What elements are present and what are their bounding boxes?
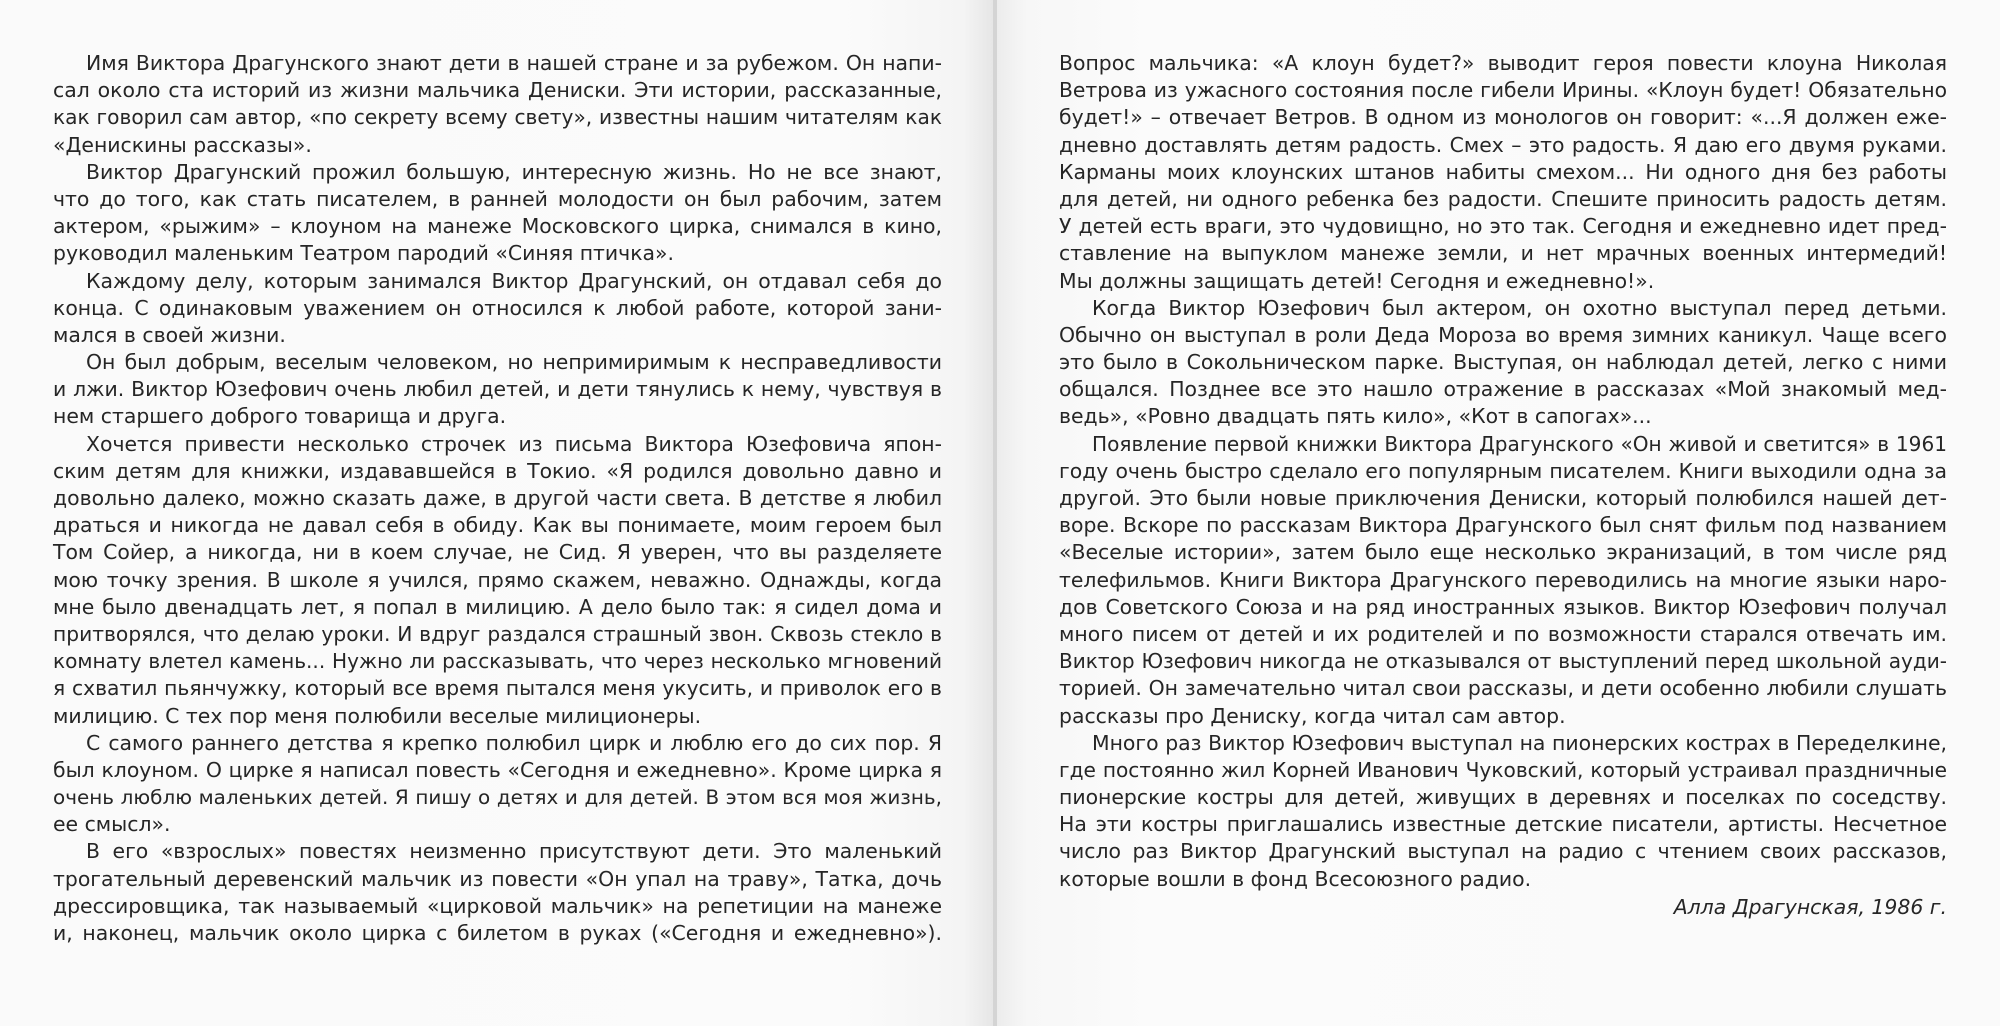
text-line: воре. Вскоре по рассказам Виктора Драгунского был снят фильм под названием: [1059, 513, 1947, 538]
text-line: Виктор Юзефович никогда не отказывался от выступлений перед школьной ауди-: [1059, 649, 1947, 674]
text-line: С самого раннего детства я крепко полюбил цирк и люблю его до сих пор. Я: [86, 730, 942, 755]
text-line: Вопрос мальчика: «А клоун будет?» выводит героя повести клоуна Николая: [1059, 51, 1947, 75]
text-line: ведь», «Ровно двадцать пять кило», «Кот в сапогах»...: [1059, 404, 1652, 429]
text-line: Много раз Виктор Юзефович выступал на пионерских кострах в Переделкине,: [1092, 730, 1947, 755]
text-line: Появление первой книжки Виктора Драгунского «Он живой и светится» в 1961: [1092, 431, 1947, 456]
text-line: Имя Виктора Драгунского знают дети в нашей стране и за рубежом. Он напи-: [86, 51, 942, 75]
text-line: что до того, как стать писателем, в ранней молодости он был рабочим, затем: [53, 186, 942, 211]
text-line: ее смысл».: [53, 812, 171, 837]
text-line: Карманы моих клоунских штанов набиты смехом... Ни одного дня без работы: [1059, 159, 1947, 184]
text-line: конца. С одинаковым уважением он относился к любой работе, которой зани-: [53, 295, 942, 320]
text-line: нем старшего доброго товарища и друга.: [53, 404, 507, 429]
text-line: сал около ста историй из жизни мальчика Дениски. Эти истории, рассказанные,: [53, 78, 942, 103]
left-page-text: [53, 50, 942, 947]
text-line: году очень быстро сделало его популярным писателем. Книги выходили одна за: [1059, 458, 1947, 483]
text-line: ским детям для книжки, издававшейся в Токио. «Я родился довольно давно и: [53, 458, 942, 483]
text-line: очень люблю маленьких детей. Я пишу о детях и для детей. В этом вся моя жизнь,: [53, 785, 942, 810]
text-line: актером, «рыжим» – клоуном на манеже Московского цирка, снимался в кино,: [53, 214, 942, 239]
text-line: как говорил сам автор, «по секрету всему свету», известны нашим читателям как: [53, 105, 942, 130]
text-line: мался в своей жизни.: [53, 322, 286, 347]
text-line: Обычно он выступал в роли Деда Мороза во время зимних каникул. Чаще всего: [1059, 322, 1947, 347]
text-line: много писем от детей и их родителей и по возможности старался отвечать им.: [1059, 621, 1947, 646]
text-line: и лжи. Виктор Юзефович очень любил детей, и дети тянулись к нему, чувствуя в: [53, 377, 942, 402]
author-signature: Алла Драгунская, 1986 г.: [1673, 895, 1947, 919]
text-line: дов Советского Союза и на ряд иностранных языков. Виктор Юзефович получал: [1059, 594, 1947, 619]
text-line: ставление на выпуклом манеже земли, и нет мрачных военных интермедий!: [1059, 241, 1947, 266]
text-line: Он был добрым, веселым человеком, но непримиримым к несправедливости: [86, 350, 942, 375]
text-line: телефильмов. Книги Виктора Драгунского переводились на многие языки наро-: [1059, 567, 1947, 592]
text-line: «Веселые истории», затем было еще несколько экранизаций, в том числе ряд: [1059, 540, 1947, 565]
text-line: и, наконец, мальчик около цирка с билетом в руках («Сегодня и ежедневно»).: [53, 921, 942, 945]
text-line: трогательный деревенский мальчик из повести «Он упал на траву», Татка, дочь: [53, 866, 942, 891]
text-line: для детей, ни одного ребенка без радости. Спешите приносить радость детям.: [1059, 186, 1947, 211]
right-page-text: [1059, 50, 1947, 893]
text-line: рассказы про Дениску, когда читал сам автор.: [1059, 703, 1566, 728]
text-line: общался. Позднее все это нашло отражение в рассказах «Мой знакомый мед-: [1059, 377, 1947, 402]
text-line: я схватил пьянчужку, который все время пытался меня укусить, и приволок его в: [53, 676, 942, 701]
text-line: Мы должны защищать детей! Сегодня и ежедневно!».: [1059, 268, 1655, 293]
text-line: торией. Он замечательно читал свои рассказы, и дети особенно любили слушать: [1059, 676, 1947, 701]
text-line: драться и никогда не давал себя в обиду. Как вы понимаете, моим героем был: [53, 513, 942, 538]
text-line: которые вошли в фонд Всесоюзного радио.: [1059, 866, 1532, 891]
text-line: У детей есть враги, это чудовищно, но это так. Сегодня и ежедневно идет пред-: [1059, 214, 1947, 239]
text-line: руководил маленьким Театром пародий «Синяя птичка».: [53, 241, 674, 266]
text-line: притворялся, что делаю уроки. И вдруг раздался страшный звон. Сквозь стекло в: [53, 621, 942, 646]
text-line: был клоуном. О цирке я написал повесть «Сегодня и ежедневно». Кроме цирка я: [53, 757, 942, 782]
text-line: другой. Это были новые приключения Дениски, который полюбился нашей дет-: [1059, 486, 1947, 510]
text-line: В его «взрослых» повестях неизменно присутствуют дети. Это маленький: [86, 839, 942, 864]
text-line: Хочется привести несколько строчек из письма Виктора Юзефовича япон-: [86, 431, 942, 456]
text-line: число раз Виктор Драгунский выступал на радио с чтением своих рассказов,: [1059, 839, 1947, 864]
text-line: Виктор Драгунский прожил большую, интересную жизнь. Но не все знают,: [86, 159, 942, 184]
text-line: Когда Виктор Юзефович был актером, он охотно выступал перед детьми.: [1092, 295, 1947, 320]
text-line: мою точку зрения. В школе я учился, прямо скажем, неважно. Однажды, когда: [53, 567, 942, 592]
text-line: милицию. С тех пор меня полюбили веселые милиционеры.: [53, 703, 702, 728]
text-line: Каждому делу, которым занимался Виктор Драгунский, он отдавал себя до: [86, 268, 942, 293]
text-line: комнату влетел камень... Нужно ли рассказывать, что через несколько мгновений: [53, 649, 942, 674]
text-line: пионерские костры для детей, живущих в деревнях и поселках по соседству.: [1059, 785, 1947, 810]
text-line: будет!» – отвечает Ветров. В одном из монологов он говорит: «...Я должен еже-: [1059, 105, 1947, 130]
text-line: где постоянно жил Корней Иванович Чуковский, который устраивал праздничные: [1059, 757, 1947, 782]
text-line: дрессировщика, так называемый «цирковой мальчик» на репетиции на манеже: [53, 893, 942, 918]
text-line: Ветрова из ужасного состояния после гибели Ирины. «Клоун будет! Обязательно: [1059, 78, 1947, 103]
text-line: дневно доставлять детям радость. Смех – это радость. Я даю его двумя руками.: [1059, 132, 1947, 157]
text-line: мне было двенадцать лет, я попал в милицию. А дело было так: я сидел дома и: [53, 594, 942, 619]
text-line: На эти костры приглашались известные детские писатели, артисты. Несчетное: [1059, 812, 1947, 837]
text-line: это было в Сокольническом парке. Выступая, он наблюдал детей, легко с ними: [1059, 350, 1947, 375]
text-line: «Денискины рассказы».: [53, 132, 312, 157]
text-line: Том Сойер, а никогда, ни в коем случае, не Сид. Я уверен, что вы разделяете: [53, 540, 942, 565]
text-line: довольно далеко, можно сказать даже, в другой части света. В детстве я любил: [53, 486, 942, 510]
